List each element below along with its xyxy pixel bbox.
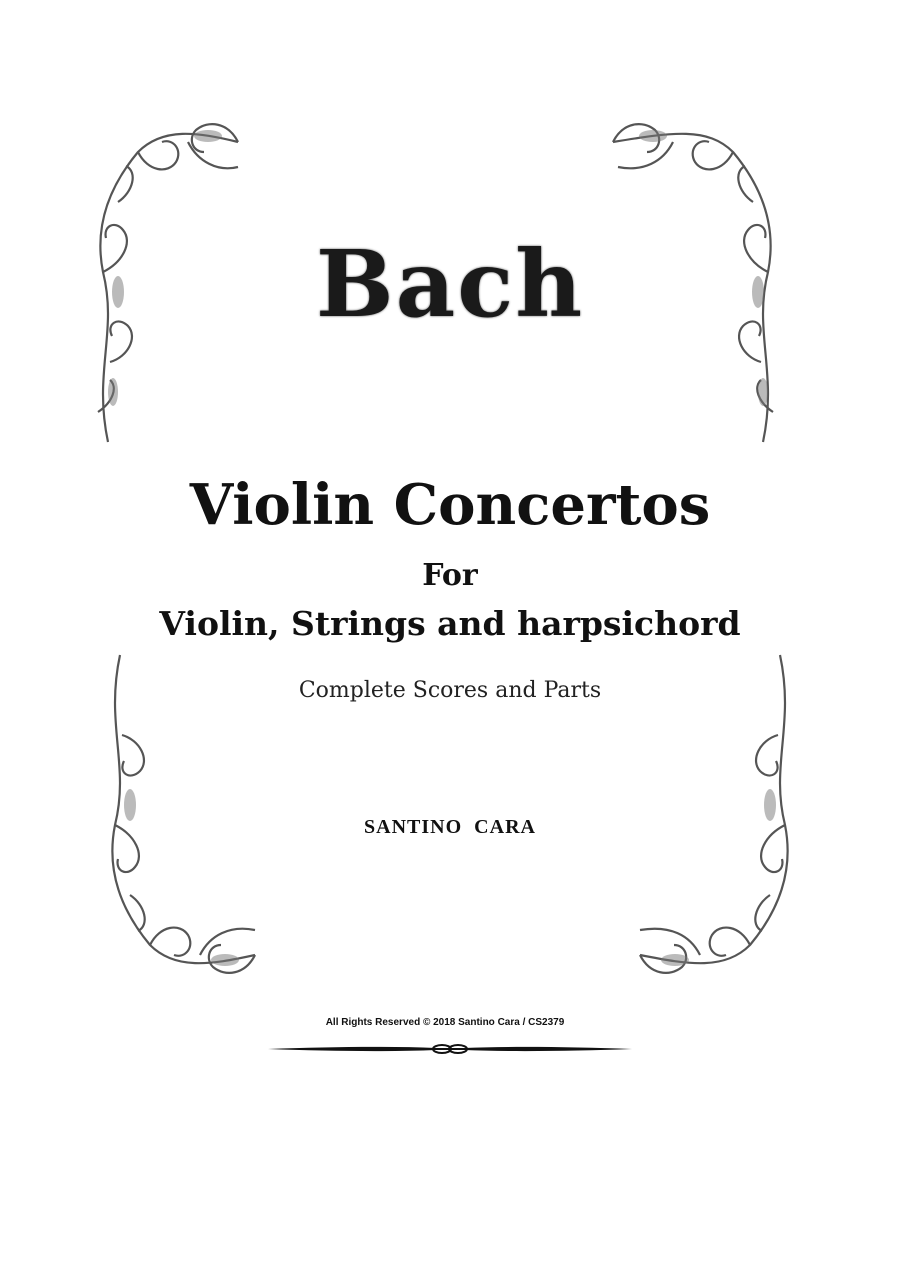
author-name: SANTINO CARA <box>364 816 536 838</box>
subtitle: Complete Scores and Parts <box>298 678 602 703</box>
copyright-notice: All Rights Reserved © 2018 Santino Cara / CS2379 <box>325 1017 565 1028</box>
for-line: For <box>422 558 478 593</box>
flourish-divider-icon <box>266 1040 634 1058</box>
decorative-divider <box>266 1040 634 1058</box>
instrumentation: Violin, Strings and harpsichord <box>159 604 741 643</box>
work-title: Violin Concertos <box>189 472 711 538</box>
composer-name: Bach <box>315 230 585 338</box>
